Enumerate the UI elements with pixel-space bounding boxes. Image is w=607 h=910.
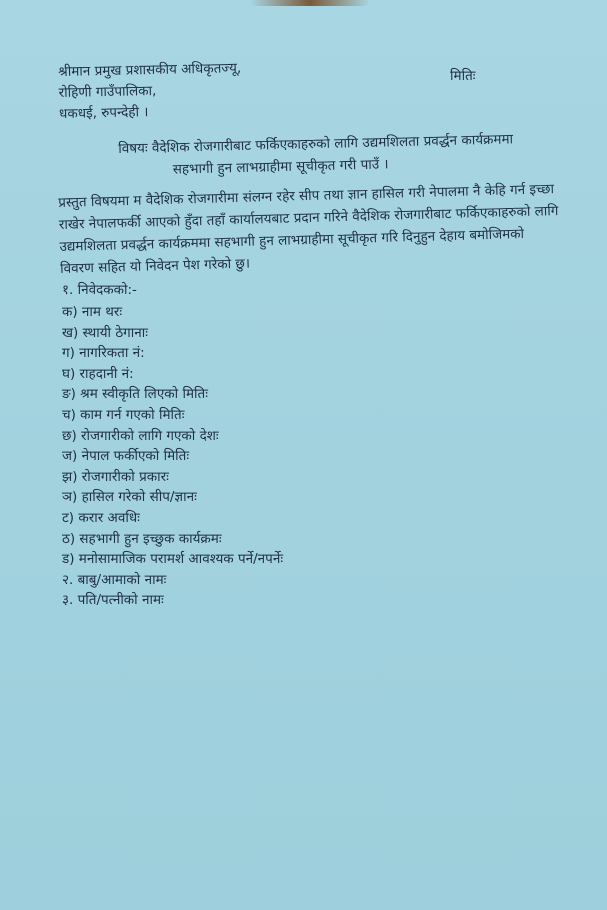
body-paragraph: प्रस्तुत विषयमा म वैदेशिक रोजगारीमा संलग्न रहेर सीप तथा ज्ञान हासिल गरी नेपालमा नै केहि गर्न इच्छा राखेर नेपालफर्की आएको हुँदा तहाँ कार्यालयबाट प्रदान गरिने वैदेशिक रोजगारीबाट फर्किएकाहरुको लागि उद्यमशिलता प्रवर्द्धन कार्यक्रममा सहभागी हुन लाभग्राहीमा सूचीकृत गरि दिनुहुन देहाय बमोजिमको विवरण सहित यो निवेदन पेश गरेको छु। [58,181,559,277]
date-label: मितिः [450,68,476,84]
list-item: ञ) हासिल गरेको सीप/ज्ञानः [62,489,197,506]
list-item: ड) मनोसामाजिक परामर्श आवश्यक पर्ने/नपर्नेः [62,551,284,568]
address-line: धकधई, रुपन्देही । [58,104,149,122]
subject-line: विषयः वैदेशिक रोजगारीबाट फर्किएकाहरुको लागि उद्यमशिलता प्रवर्द्धन कार्यक्रममा [118,131,514,157]
subject-line: सहभागी हुन लाभग्राहीमा सूचीकृत गरी पाउँ । [172,156,389,178]
list-item: ङ) श्रम स्वीकृति लिएको मितिः [62,386,208,403]
list-item: झ) रोजगारीको प्रकारः [62,468,169,485]
address-line: रोहिणी गाउँपालिका, [58,82,157,101]
list-item: २. बाबु/आमाको नामः [62,571,167,588]
paper-top-shadow [250,0,370,6]
list-item: घ) राहदानी नं: [62,365,134,382]
list-item: ठ) सहभागी हुन इच्छुक कार्यक्रमः [62,530,222,547]
list-item: च) काम गर्न गएको मितिः [62,406,185,423]
details-list [62,280,283,611]
address-line: श्रीमान प्रमुख प्रशासकीय अधिकृतज्यू, [58,60,242,80]
list-item: ग) नागरिकता नं: [62,345,145,362]
list-item: ३. पति/पत्नीको नामः [62,592,164,609]
recipient-address [58,58,242,125]
list-item: क) नाम थरः [62,304,123,320]
subject [118,128,519,182]
list-item: ख) स्थायी ठेगानाः [62,324,148,341]
list-item: छ) रोजगारीको लागि गएको देशः [62,427,219,444]
list-item: ट) करार अवधिः [62,509,140,526]
list-item: १. निवेदकको:- [62,282,137,298]
list-item: ज) नेपाल फर्कीएको मितिः [62,448,190,465]
